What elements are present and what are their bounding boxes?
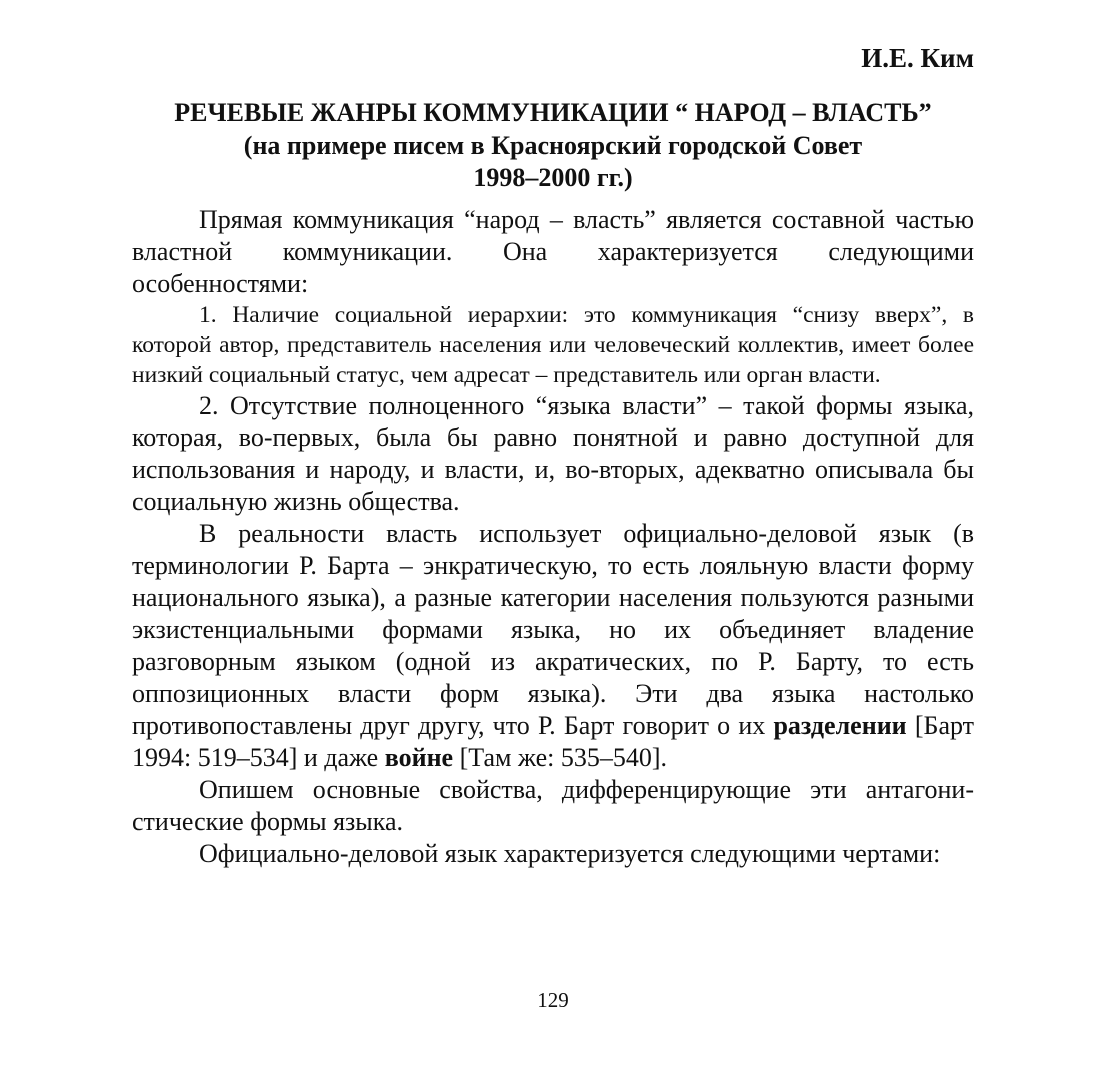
- title-main-line: РЕЧЕВЫЕ ЖАНРЫ КОММУНИКАЦИИ “ НАРОД – ВЛАСТЬ”: [174, 98, 932, 127]
- title-subtitle-line-1: (на примере писем в Красноярский городской Совет: [243, 131, 863, 160]
- paragraph-4: [132, 518, 974, 774]
- article-title: [132, 96, 974, 194]
- paragraph-3: 2. Отсутствие полноценного “языка власти” – такой формы языка, которая, во-первых, была бы равно понятной и равно доступной для использования и народу, и власти, и, во-вторых, адекватно описывала бы социальную жизнь общества.: [132, 391, 974, 516]
- paragraph-4-text-3: [Там же: 535–540].: [453, 743, 668, 772]
- title-subtitle-line-2: 1998–2000 гг.): [473, 163, 633, 192]
- page-number: 129: [537, 988, 569, 1012]
- paragraph-5: Опишем основные свойства, дифференцирующие эти антагонистические формы языка.: [132, 775, 974, 836]
- paragraph-1: Прямая коммуникация “народ – власть” является составной частью властной коммуникации. Она характеризуется следующими особенностями:: [132, 205, 974, 298]
- document-page: [132, 0, 974, 1080]
- emphasis-razdelenii: разделении: [773, 711, 907, 740]
- author-name: И.Е. Ким: [861, 43, 974, 73]
- paragraph-4-text-1: В реальности власть использует официально-деловой язык (в терминологии Р. Барта – энкратическую, то есть лояльную власти форму национального языка), а разные категории населения пользуются разными экзистенциальными формами языка, но их объединяет владение разговорным языком (одной из акратических, по Р. Барту, то есть оппозиционных власти форм языка). Эти два языка настолько противопоставлены друг другу, что Р. Барт говорит о их: [132, 519, 974, 740]
- paragraph-6: Официально-деловой язык характеризуется следующими чертами:: [199, 839, 941, 868]
- article-body: [132, 204, 974, 870]
- emphasis-voine: войне: [384, 743, 454, 772]
- paragraph-4-text-2: [Барт 1994: 519–534] и даже: [132, 711, 974, 772]
- paragraph-2: 1. Наличие социальной иерархии: это коммуникация “снизу вверх”, в которой автор, представитель населения или человеческий коллектив, имеет более низкий социальный статус, чем адресат – представитель или орган власти.: [132, 302, 974, 388]
